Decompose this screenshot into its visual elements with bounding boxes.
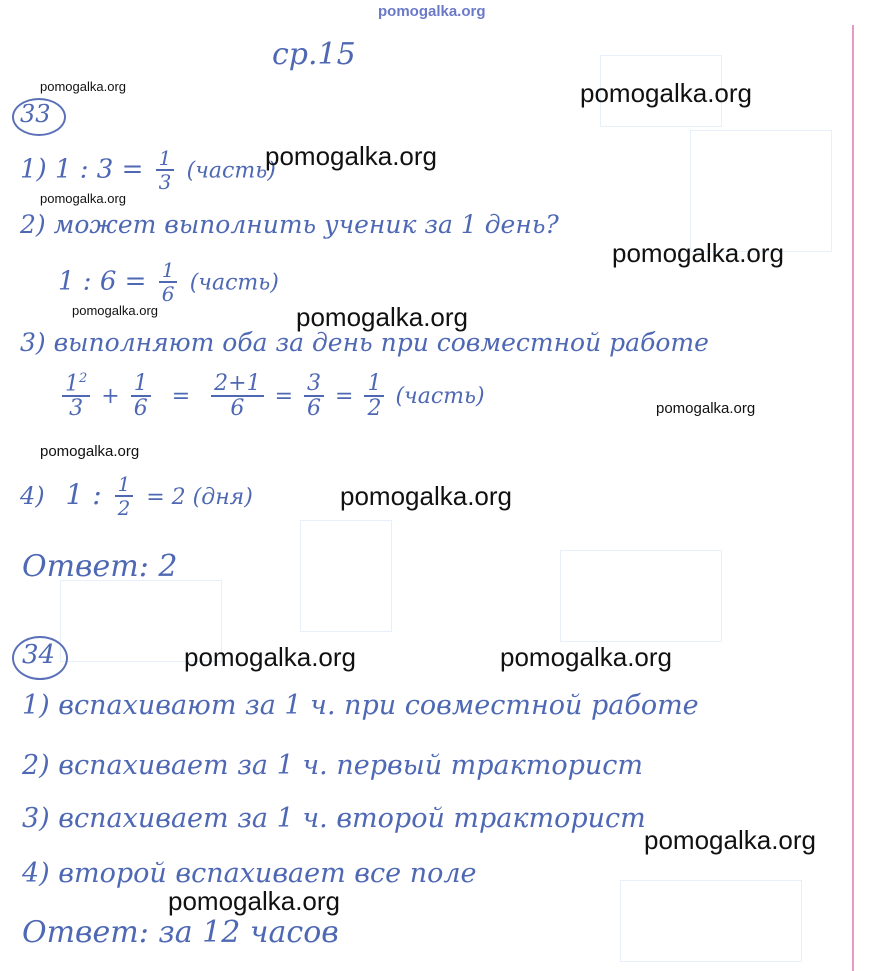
watermark: pomogalka.org	[644, 825, 816, 855]
unit: (часть)	[189, 270, 279, 296]
watermark: pomogalka.org	[656, 400, 756, 417]
task33-step3-expr	[58, 372, 485, 422]
watermark: pomogalka.org	[580, 78, 752, 108]
margin-line	[852, 25, 854, 971]
expression: 1 : 3 =	[54, 154, 144, 185]
task34-step2: 2) вспахивает за 1 ч. первый тракторист	[22, 750, 644, 781]
expression: 1 :	[65, 478, 102, 511]
watermark: pomogalka.org	[340, 481, 512, 511]
fraction-denominator: 6	[133, 396, 148, 422]
step-label: 2)	[20, 210, 46, 239]
result: = 2 (дня)	[146, 485, 253, 510]
task-number: 33	[20, 100, 51, 128]
fraction-numerator: 2+1	[211, 372, 263, 397]
fraction	[304, 372, 324, 421]
watermark: pomogalka.org	[40, 443, 140, 460]
fraction	[156, 148, 175, 193]
fraction-numerator: 1	[131, 372, 151, 397]
multiplier: 2	[79, 371, 88, 386]
fraction-denominator: 6	[307, 396, 322, 422]
fraction	[131, 372, 151, 421]
task33-step2-text	[20, 212, 559, 237]
expression: 1 : 6 =	[58, 266, 147, 297]
fraction-numerator: $1^2$	[62, 372, 90, 397]
task34-step3: 3) вспахивает за 1 ч. второй тракторист	[22, 803, 646, 834]
watermark: pomogalka.org	[168, 886, 340, 916]
step-label: 4)	[20, 482, 45, 510]
background-grid	[300, 520, 392, 632]
fraction-numerator: 1	[159, 260, 178, 283]
watermark: pomogalka.org	[296, 302, 468, 332]
task34-answer: Ответ: за 12 часов	[22, 915, 339, 950]
background-grid	[620, 880, 802, 962]
background-grid	[560, 550, 722, 642]
task-number: 34	[22, 640, 56, 670]
step-text: может выполнить ученик за 1 день?	[53, 210, 559, 239]
fraction-denominator: 3	[158, 170, 172, 194]
equals-sign: =	[171, 383, 191, 409]
watermark: pomogalka.org	[500, 642, 672, 672]
watermark-top: pomogalka.org	[378, 3, 486, 20]
fraction-denominator: 6	[230, 396, 245, 422]
watermark: pomogalka.org	[40, 79, 126, 94]
unit: (часть)	[186, 158, 276, 184]
watermark: pomogalka.org	[72, 303, 158, 318]
fraction	[211, 372, 263, 421]
task34-step4: 4) второй вспахивает все поле	[22, 858, 477, 889]
step-label: 1)	[20, 154, 47, 185]
fraction	[364, 372, 384, 421]
fraction-numerator: 1	[156, 148, 175, 171]
fraction-numerator: 3	[304, 372, 324, 397]
equals-sign: =	[335, 383, 354, 409]
task33-step1	[20, 148, 276, 193]
unit: (часть)	[395, 383, 485, 409]
step-text: выполняют оба за день при совместной работе	[53, 328, 709, 357]
fraction	[115, 474, 134, 519]
watermark: pomogalka.org	[265, 141, 437, 171]
fraction-denominator: 2	[117, 496, 131, 520]
page-heading: ср.15	[272, 37, 356, 72]
step-label: 3)	[20, 328, 46, 357]
fraction-denominator: 2	[367, 396, 382, 422]
fraction-denominator: 6	[161, 282, 175, 306]
equals-sign: =	[274, 383, 294, 409]
task33-answer: Ответ: 2	[22, 549, 178, 584]
fraction	[62, 372, 90, 422]
background-grid	[690, 130, 832, 252]
plus-sign: +	[101, 383, 120, 409]
task33-step4	[20, 474, 253, 519]
fraction	[159, 260, 178, 305]
fraction-numerator: 1	[115, 474, 134, 497]
task33-step3-text	[20, 330, 709, 355]
watermark: pomogalka.org	[184, 642, 356, 672]
task34-step1: 1) вспахивают за 1 ч. при совместной работе	[22, 690, 699, 721]
task33-step2-expr	[58, 260, 279, 305]
fraction-denominator: 3	[69, 396, 84, 422]
watermark: pomogalka.org	[40, 191, 126, 206]
watermark: pomogalka.org	[612, 238, 784, 268]
fraction-numerator: 1	[364, 372, 384, 397]
